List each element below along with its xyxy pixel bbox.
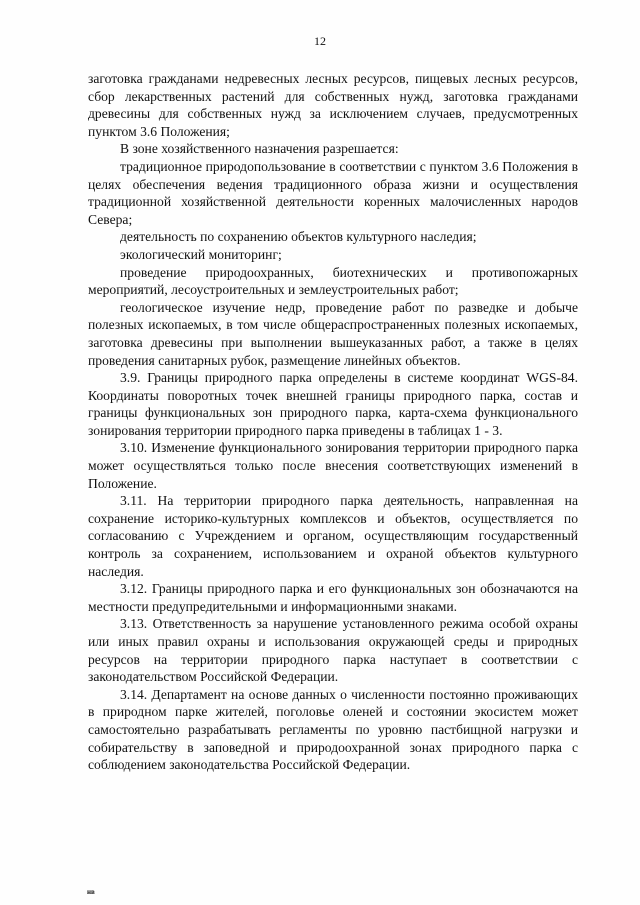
paragraph-cultural-heritage: деятельность по сохранению объектов культурного наследия; — [120, 229, 477, 245]
paragraph-economic-zone-heading: В зоне хозяйственного назначения разрешается: — [120, 141, 399, 157]
paragraph-traditional-use: традиционное природопользование в соответствии с пунктом 3.6 Положения в целях обеспечения ведения традиционного образа жизни и осуществления традиционной хозяйственной деятельности коренных малочисленных народов Севера; — [88, 158, 578, 227]
paragraph-harvesting: заготовка гражданами недревесных лесных ресурсов, пищевых лесных ресурсов, сбор лекарственных растений для собственных нужд, заготовка гражданами древесины для собственных нужд за исключением случаев, предусмотренных пунктом 3.6 Положения; — [88, 71, 578, 139]
paragraph-3-10: 3.10. Изменение функционального зонирования территории природного парка может осуществляться только после внесения соответствующих изменений в Положение. — [88, 440, 578, 491]
paragraph-geological-survey: геологическое изучение недр, проведение работ по разведке и добыче полезных ископаемых, в том числе общераспространенных полезных ископаемых, заготовка древесины при выполнении вышеуказанных работ, а также в целях проведения санитарных рубок, размещение линейных объектов. — [88, 299, 578, 368]
paragraph-3-13: 3.13. Ответственность за нарушение установленного режима особой охраны или иных правил охраны и использования окружающей среды и природных ресурсов на территории природного парка наступает в соответствии с законодательством Российской Федерации. — [88, 616, 578, 685]
document-body — [88, 70, 578, 774]
paragraph-3-14: 3.14. Департамент на основе данных о численности постоянно проживающих в природном парке жителей, поголовье оленей и состоянии экосистем может самостоятельно разрабатывать регламенты по уровню пастбищной нагрузки и собирательству в заповедной и природоохранной зонах природного парка с соблюдением законодательства Российской Федерации. — [88, 686, 578, 773]
paragraph-3-9: 3.9. Границы природного парка определены в системе координат WGS-84. Координаты поворотных точек внешней границы природного парка, состав и границы функциональных зон природного парка, карта-схема функционального зонирования территории природного парка приведены в таблицах 1 - 3. — [88, 370, 578, 438]
paragraph-3-12: 3.12. Границы природного парка и его функциональных зон обозначаются на местности предупредительными и информационными знаками. — [88, 581, 578, 614]
paragraph-ecological-monitoring: экологический мониторинг; — [120, 246, 282, 262]
paragraph-nature-protection-measures: проведение природоохранных, биотехнических и противопожарных мероприятий, лесоустроительных и землеустроительных работ; — [88, 264, 578, 298]
footer-code: нв — [87, 888, 95, 896]
paragraph-3-11: 3.11. На территории природного парка деятельность, направленная на сохранение историко-культурных комплексов и объектов, осуществляется по согласованию с Учреждением и органом, осуществляющим государственный контроль за сохранением, использованием и охраной объектов культурного наследия. — [88, 493, 578, 579]
page-number: 12 — [314, 34, 326, 48]
